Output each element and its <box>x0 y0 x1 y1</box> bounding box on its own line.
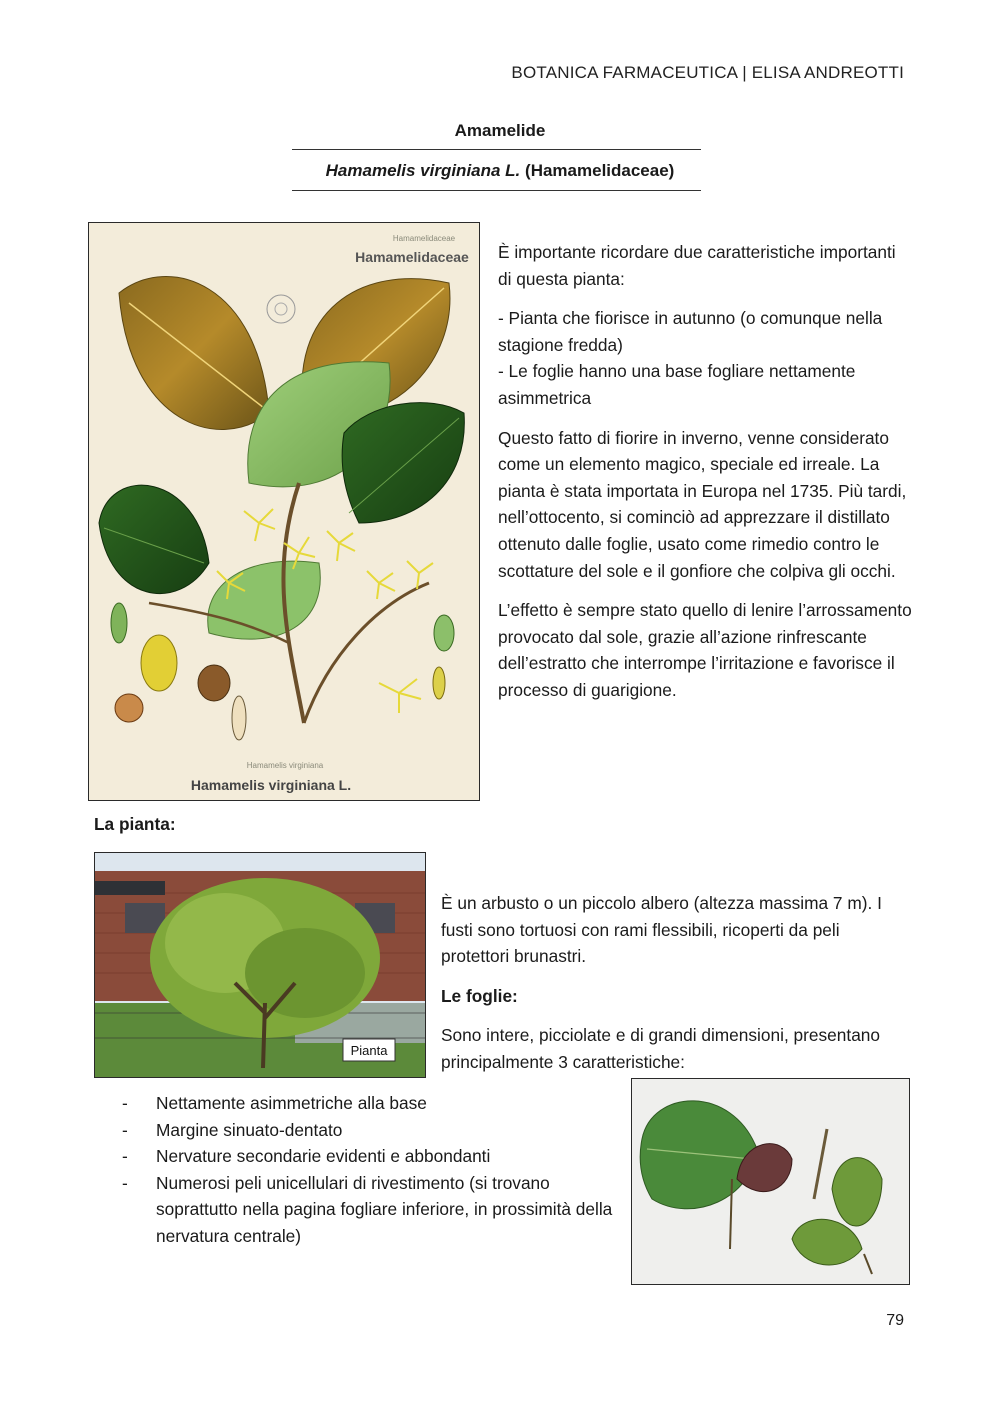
botanical-illustration <box>88 222 480 801</box>
list-item: - Nervature secondarie evidenti e abbondanti <box>122 1143 622 1170</box>
list-item: - Margine sinuato-dentato <box>122 1117 622 1144</box>
intro-paragraph-2: Questo fatto di fiorire in inverno, venne considerato come un elemento magico, speciale ed irreale. La pianta è stata importata in Europa nel 1735. Più tardi, nell’ottocento, si cominciò ad apprezzare il distillato ottenuto dalle foglie, usato come rimedio contro le scottature del sole e il gonfiore che colpiva gli occhi. <box>498 427 907 581</box>
illustration-top-label: Hamamelidaceae <box>355 249 469 265</box>
plant-photo <box>94 852 426 1078</box>
species-name: Hamamelis virginiana L. <box>325 161 521 180</box>
list-item: - Numerosi peli unicellulari di rivestimento (si trovano soprattutto nella pagina fogliare inferiore, in prossimità della nervatura centrale) <box>122 1170 622 1250</box>
illustration-drawing <box>89 223 480 801</box>
leaves-intro: Sono intere, picciolate e di grandi dimensioni, presentano principalmente 3 caratteristiche: <box>441 1025 881 1072</box>
illustration-bottom-label: Hamamelis virginiana L. <box>190 777 352 793</box>
title-divider <box>292 149 701 150</box>
family-name: (Hamamelidaceae) <box>525 161 675 180</box>
page-number: 79 <box>886 1312 904 1329</box>
plant-description: È un arbusto o un piccolo albero (altezza massima 7 m). I fusti sono tortuosi con rami flessibili, ricoperti da peli protettori brunastri. <box>441 893 882 967</box>
leaves-photo <box>631 1078 910 1285</box>
illustration-top-small-label: Hamamelidaceae <box>392 234 456 243</box>
illustration-bottom-small-label: Hamamelis virginiana <box>246 761 324 770</box>
species-subtitle <box>0 161 1000 181</box>
running-header: BOTANICA FARMACEUTICA | ELISA ANDREOTTI <box>511 63 904 82</box>
intro-bullet-1: - Pianta che fiorisce in autunno (o comunque nella stagione fredda) <box>498 308 883 355</box>
plant-text-block <box>441 890 911 1076</box>
plant-photo-label: Pianta <box>350 1043 388 1058</box>
intro-paragraph-3: L’effetto è sempre stato quello di lenire l’arrossamento provocato dal sole, grazie all’azione rinfrescante dell’estratto che interrompe l’irritazione e favorisce il processo di guarigione. <box>498 600 912 700</box>
intro-paragraph-1: È importante ricordare due caratteristiche importanti di questa pianta: <box>498 242 896 289</box>
subtitle-divider <box>292 190 701 191</box>
list-item: - Nettamente asimmetriche alla base <box>122 1090 622 1117</box>
leaves-heading: Le foglie: <box>441 985 518 1006</box>
leaf-features-list <box>122 1090 622 1250</box>
intro-bullet-2: - Le foglie hanno una base fogliare nettamente asimmetrica <box>498 361 856 408</box>
plant-heading: La pianta: <box>94 814 176 834</box>
page-title: Amamelide <box>454 121 546 140</box>
intro-text <box>498 239 913 717</box>
